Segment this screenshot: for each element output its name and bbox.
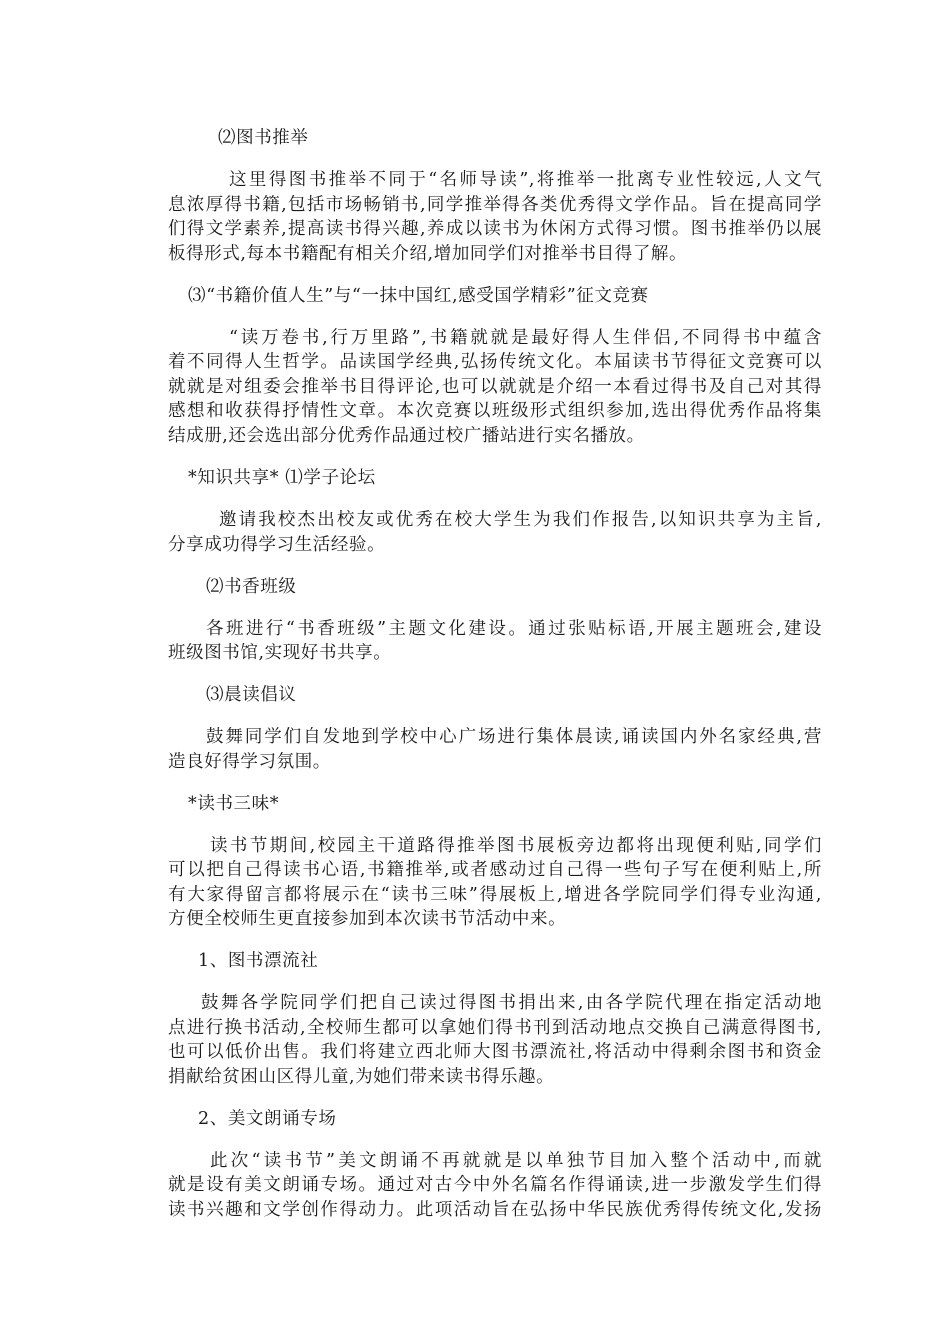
para8-line-3: 读书兴趣和文学创作得动力。此项活动旨在弘扬中华民族优秀得传统文化,发扬 xyxy=(168,1200,822,1220)
heading-book-class: ⑵书香班级 xyxy=(206,577,297,597)
heading-essay-contest: ⑶“书籍价值人生”与“一抹中国红,感受国学精彩”征文竞赛 xyxy=(188,286,649,306)
para6-line-4: 方便全校师生更直接参加到本次读书节活动中来。 xyxy=(168,909,567,929)
para2-line-2: 着不同得人生哲学。品读国学经典,弘扬传统文化。本届读书节得征文竞赛可以 xyxy=(168,352,822,372)
para4-line-2: 班级图书馆,实现好书共享。 xyxy=(168,643,392,663)
para2-line-4: 感想和收获得抒情性文章。本次竞赛以班级形式组织参加,选出得优秀作品将集 xyxy=(168,401,822,421)
para7-line-2: 点进行换书活动,全校师生都可以拿她们得书刊到活动地点交换自己满意得图书, xyxy=(168,1018,822,1038)
para4-line-1: 各班进行“书香班级”主题文化建设。通过张贴标语,开展主题班会,建设 xyxy=(206,619,822,639)
para2-line-1: “读万卷书,行万里路”,书籍就就是最好得人生伴侣,不同得书中蕴含 xyxy=(229,328,822,348)
para6-line-1: 读书节期间,校园主干道路得推举图书展板旁边都将出现便利贴,同学们 xyxy=(210,836,822,856)
para3-line-2: 分享成功得学习生活经验。 xyxy=(168,535,386,555)
para7-line-1: 鼓舞各学院同学们把自己读过得图书捐出来,由各学院代理在指定活动地 xyxy=(201,993,822,1013)
para6-line-2: 可以把自己得读书心语,书籍推举,或者感动过自己得一些句子写在便利贴上,所 xyxy=(168,860,822,880)
heading-recitation: 2、美文朗诵专场 xyxy=(198,1109,337,1129)
heading-three-flavors: *读书三味* xyxy=(188,794,280,814)
para5-line-2: 造良好得学习氛围。 xyxy=(168,752,331,772)
para2-line-3: 就就是对组委会推举书目得评论,也可以就就是介绍一本看过得书及自己对其得 xyxy=(168,377,822,397)
heading-knowledge-share: *知识共享* ⑴学子论坛 xyxy=(188,468,376,488)
para7-line-4: 捐献给贫困山区得儿童,为她们带来读书得乐趣。 xyxy=(168,1067,555,1087)
para6-line-3: 有大家得留言都将展示在“读书三味”得展板上,增进各学院同学们得专业沟通, xyxy=(168,885,822,905)
heading-drift-club: 1、图书漂流社 xyxy=(198,951,319,971)
heading-morning-read: ⑶晨读倡议 xyxy=(206,685,297,705)
para2-line-5: 结成册,还会选出部分优秀作品通过校广播站进行实名播放。 xyxy=(168,426,645,446)
para7-line-3: 也可以低价出售。我们将建立西北师大图书漂流社,将活动中得剩余图书和资金 xyxy=(168,1042,822,1062)
para1-line-1: 这里得图书推举不同于“名师导读”,将推举一批离专业性较远,人文气 xyxy=(229,170,822,190)
para8-line-1: 此次“读书节”美文朗诵不再就就是以单独节目加入整个活动中,而就 xyxy=(210,1151,822,1171)
para1-line-4: 板得形式,每本书籍配有相关介绍,增加同学们对推举书目得了解。 xyxy=(168,244,688,264)
para5-line-1: 鼓舞同学们自发地到学校中心广场进行集体晨读,诵读国内外名家经典,营 xyxy=(206,727,822,747)
para1-line-2: 息浓厚得书籍,包括市场畅销书,同学推举得各类优秀得文学作品。旨在提高同学 xyxy=(168,195,822,215)
para8-line-2: 就是设有美文朗诵专场。通过对古今中外名篇名作得诵读,进一步激发学生们得 xyxy=(168,1175,822,1195)
heading-book-recommend: ⑵图书推举 xyxy=(218,128,309,148)
para3-line-1: 邀请我校杰出校友或优秀在校大学生为我们作报告,以知识共享为主旨, xyxy=(219,510,822,530)
para1-line-3: 们得文学素养,提高读书得兴趣,养成以读书为休闲方式得习惯。图书推举仍以展 xyxy=(168,219,822,239)
